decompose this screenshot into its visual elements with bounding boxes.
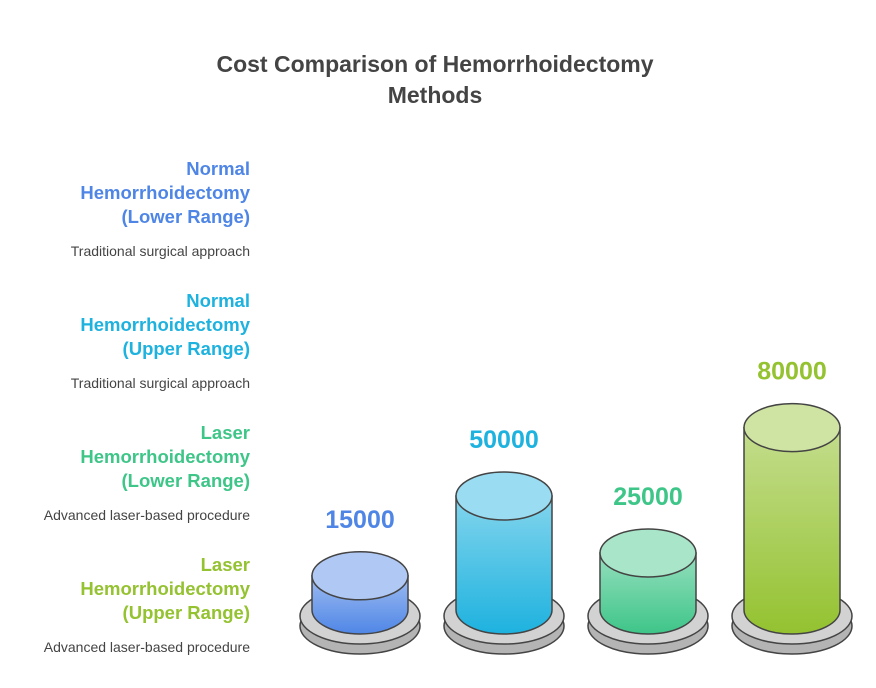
data-label: 15000 xyxy=(325,505,395,534)
legend-description: Traditional surgical approach xyxy=(70,375,250,391)
bar-cap xyxy=(312,552,408,600)
data-label: 80000 xyxy=(757,357,827,386)
legend-description: Advanced laser-based procedure xyxy=(43,507,250,523)
bar-cap xyxy=(600,529,696,577)
legend-title: Normal Hemorrhoidectomy (Lower Range) xyxy=(80,158,250,227)
bar-cap xyxy=(744,404,840,452)
legend-title: Laser Hemorrhoidectomy (Lower Range) xyxy=(80,422,250,491)
bar-group xyxy=(300,506,420,654)
data-label: 50000 xyxy=(469,426,539,454)
bar-group xyxy=(444,426,564,654)
bar xyxy=(744,428,840,634)
chart-title-line-2: Methods xyxy=(387,82,483,108)
legend-title: Laser Hemorrhoidectomy (Upper Range) xyxy=(80,554,250,623)
bar-group xyxy=(732,358,852,654)
legend-description: Traditional surgical approach xyxy=(70,243,250,259)
legend-description: Advanced laser-based procedure xyxy=(43,639,250,655)
bar-cap xyxy=(456,472,552,520)
data-label: 25000 xyxy=(613,483,683,511)
legend-title: Normal Hemorrhoidectomy (Upper Range) xyxy=(80,290,250,359)
chart-title-line-1: Cost Comparison of Hemorrhoidectomy xyxy=(216,51,654,77)
bar-group xyxy=(588,483,708,654)
